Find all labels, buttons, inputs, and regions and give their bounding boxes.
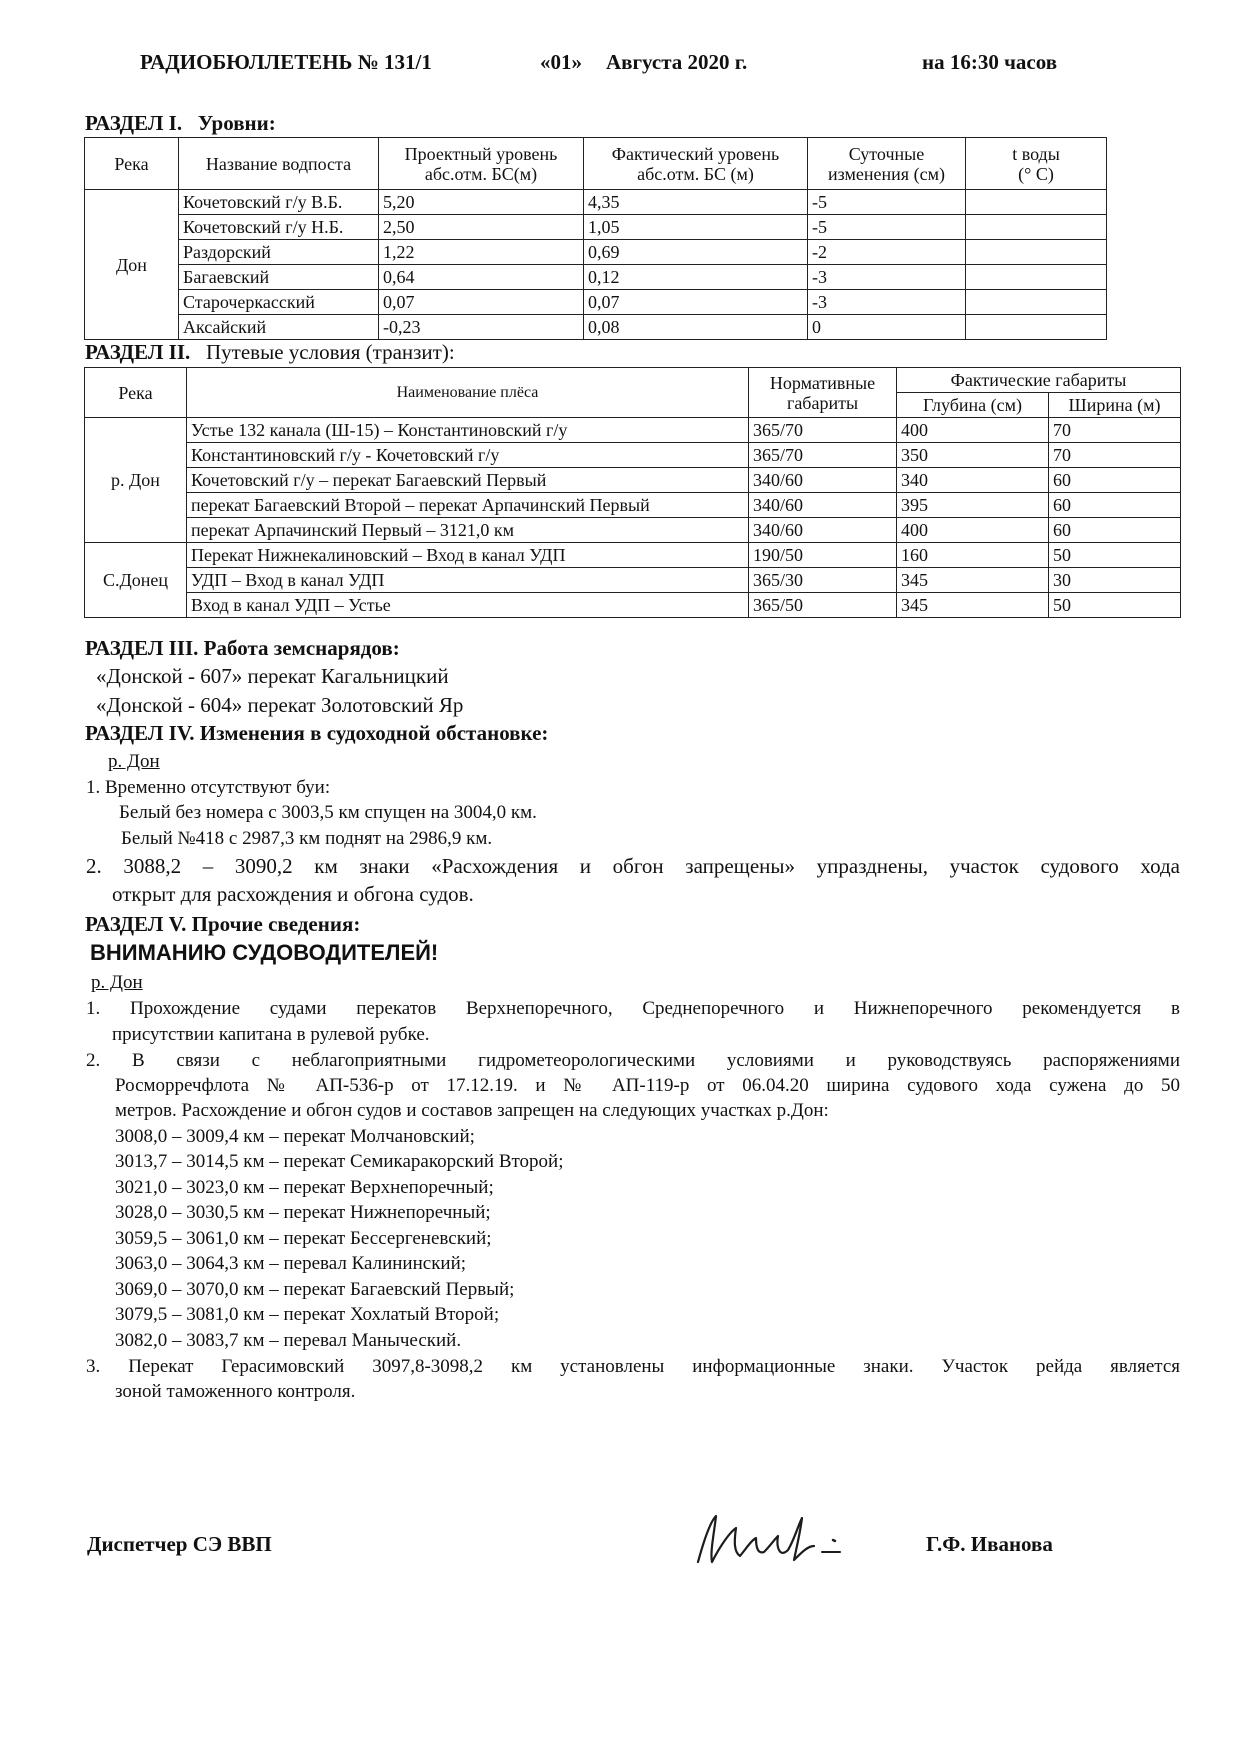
transit-name: Вход в канал УДП – Устье (187, 593, 749, 618)
bulletin-date-day: «01» (540, 50, 582, 74)
levels-fact: 4,35 (584, 190, 808, 215)
levels-change: -3 (808, 290, 966, 315)
transit-width: 60 (1049, 518, 1181, 543)
transit-width: 60 (1049, 493, 1181, 518)
section1-number: РАЗДЕЛ I. (85, 111, 183, 135)
restricted-section: 3069,0 – 3070,0 км – перекат Багаевский Первый; (115, 1279, 515, 1300)
levels-post: Раздорский (179, 240, 379, 265)
section1-title: Уровни: (197, 111, 276, 135)
transit-depth: 345 (897, 593, 1049, 618)
p3-line1: 3. Перекат Герасимовский 3097,8-3098,2 км установлены информационные знаки. Участок рейда является (86, 1356, 1180, 1377)
levels-change: 0 (808, 315, 966, 340)
levels-temp (966, 190, 1107, 215)
levels-col-temp (966, 138, 1107, 190)
dredger-item: «Донской - 604» перекат Золотовский Яр (96, 693, 464, 717)
transit-norm: 340/60 (749, 468, 897, 493)
section4-river: р. Дон (108, 751, 160, 772)
levels-col-project: Проектный уровень абс.отм. БС(м) (379, 138, 584, 190)
transit-depth: 395 (897, 493, 1049, 518)
levels-change: -5 (808, 215, 966, 240)
transit-name: перекат Багаевский Второй – перекат Арпачинский Первый (187, 493, 749, 518)
transit-river-cell: С.Донец (85, 543, 187, 618)
levels-fact: 0,07 (584, 290, 808, 315)
table-row (85, 543, 1181, 568)
section2-title: Путевые условия (транзит): (206, 340, 455, 364)
levels-fact: 0,69 (584, 240, 808, 265)
section4-item2-line2: открыт для расхождения и обгона судов. (112, 882, 474, 906)
levels-temp (966, 215, 1107, 240)
table-row (85, 568, 1181, 593)
transit-norm: 190/50 (749, 543, 897, 568)
bulletin-title: РАДИОБЮЛЛЕТЕНЬ № 131/1 (140, 50, 432, 74)
table-row (85, 265, 1107, 290)
levels-table (84, 137, 1107, 340)
levels-project: 0,64 (379, 265, 584, 290)
levels-post: Багаевский (179, 265, 379, 290)
restricted-section: 3028,0 – 3030,5 км – перекат Нижнепоречный; (115, 1202, 491, 1223)
restricted-section: 3059,5 – 3061,0 км – перекат Бессергеневский; (115, 1228, 492, 1249)
transit-width: 30 (1049, 568, 1181, 593)
transit-depth: 345 (897, 568, 1049, 593)
levels-temp (966, 315, 1107, 340)
section1-heading (85, 111, 276, 136)
section4-item1-buoy: Белый №418 с 2987,3 км поднят на 2986,9 км. (121, 828, 493, 849)
section4-item1: 1. Временно отсутствуют буи: (86, 777, 331, 798)
levels-col-temp-line2: (° С) (1018, 163, 1054, 184)
section4-item2-line1: 2. 3088,2 – 3090,2 км знаки «Расхождения и обгон запрещены» упразднены, участок судового хода (86, 854, 1180, 878)
transit-norm: 365/70 (749, 418, 897, 443)
transit-table (84, 367, 1181, 618)
dispatcher-name: Г.Ф. Иванова (926, 1532, 1053, 1556)
table-row (85, 493, 1181, 518)
p1-line2: присутствии капитана в рулевой рубке. (112, 1024, 430, 1045)
levels-col-temp-line1: t воды (1012, 143, 1060, 164)
levels-project: 5,20 (379, 190, 584, 215)
table-row (85, 315, 1107, 340)
transit-col-norm: Нормативные габариты (749, 368, 897, 418)
table-row (85, 190, 1107, 215)
levels-river-cell: Дон (85, 190, 179, 340)
levels-temp (966, 265, 1107, 290)
transit-norm: 365/50 (749, 593, 897, 618)
transit-river-cell: р. Дон (85, 418, 187, 543)
transit-norm: 365/70 (749, 443, 897, 468)
levels-change: -3 (808, 265, 966, 290)
transit-depth: 400 (897, 518, 1049, 543)
transit-norm: 340/60 (749, 493, 897, 518)
handwritten-signature (690, 1500, 860, 1580)
restricted-section: 3021,0 – 3023,0 км – перекат Верхнепоречный; (115, 1177, 494, 1198)
section4-item1-buoy: Белый без номера с 3003,5 км спущен на 3004,0 км. (119, 802, 537, 823)
levels-change: -5 (808, 190, 966, 215)
transit-norm: 365/30 (749, 568, 897, 593)
transit-depth: 340 (897, 468, 1049, 493)
table-row (85, 443, 1181, 468)
levels-col-post: Название водпоста (179, 138, 379, 190)
transit-width: 50 (1049, 543, 1181, 568)
transit-width: 70 (1049, 443, 1181, 468)
table-row (85, 518, 1181, 543)
restricted-section: 3079,5 – 3081,0 км – перекат Хохлатый Второй; (115, 1304, 500, 1325)
section2-heading (85, 340, 455, 365)
attention-heading: ВНИМАНИЮ СУДОВОДИТЕЛЕЙ! (90, 940, 439, 965)
restricted-section: 3082,0 – 3083,7 км – перевал Маныческий. (115, 1330, 462, 1351)
transit-name: Устье 132 канала (Ш-15) – Константиновский г/у (187, 418, 749, 443)
levels-temp (966, 290, 1107, 315)
bulletin-time: на 16:30 часов (922, 50, 1058, 74)
bulletin-date: Августа 2020 г. (606, 50, 748, 74)
restricted-section: 3013,7 – 3014,5 км – перекат Семикаракорский Второй; (115, 1151, 564, 1172)
transit-width: 60 (1049, 468, 1181, 493)
transit-name: перекат Арпачинский Первый – 3121,0 км (187, 518, 749, 543)
table-row (85, 593, 1181, 618)
p2-line3: метров. Расхождение и обгон судов и составов запрещен на следующих участках р.Дон: (115, 1100, 829, 1121)
section5-heading: РАЗДЕЛ V. Прочие сведения: (85, 912, 361, 936)
restricted-section: 3008,0 – 3009,4 км – перекат Молчановский; (115, 1126, 475, 1147)
p1-line1: 1. Прохождение судами перекатов Верхнепоречного, Среднепоречного и Нижнепоречного рекомендуется в (86, 998, 1180, 1019)
transit-name: Кочетовский г/у – перекат Багаевский Первый (187, 468, 749, 493)
levels-fact: 1,05 (584, 215, 808, 240)
p2-line1: 2. В связи с неблагоприятными гидрометеорологическими условиями и руководствуясь распоряжениями (86, 1050, 1180, 1071)
levels-post: Старочеркасский (179, 290, 379, 315)
transit-col-depth: Глубина (см) (897, 393, 1049, 418)
dispatcher-position: Диспетчер СЭ ВВП (87, 1532, 272, 1556)
transit-col-name: Наименование плёса (187, 368, 749, 418)
transit-width: 70 (1049, 418, 1181, 443)
p2-line2: Росморречфлота № АП-536-р от 17.12.19. и № АП-119-р от 06.04.20 ширина судового хода сужена до 50 (115, 1075, 1180, 1096)
transit-col-river: Река (85, 368, 187, 418)
levels-col-change: Суточные изменения (см) (808, 138, 966, 190)
transit-depth: 160 (897, 543, 1049, 568)
section3-heading: РАЗДЕЛ III. Работа земснарядов: (85, 636, 400, 660)
levels-col-fact: Фактический уровень абс.отм. БС (м) (584, 138, 808, 190)
transit-col-width: Ширина (м) (1049, 393, 1181, 418)
transit-name: Константиновский г/у - Кочетовский г/у (187, 443, 749, 468)
levels-project: 1,22 (379, 240, 584, 265)
dredger-item: «Донской - 607» перекат Кагальницкий (96, 664, 449, 688)
levels-fact: 0,08 (584, 315, 808, 340)
table-row (85, 418, 1181, 443)
section4-heading: РАЗДЕЛ IV. Изменения в судоходной обстановке: (85, 721, 549, 745)
table-row (85, 290, 1107, 315)
transit-name: Перекат Нижнекалиновский – Вход в канал УДП (187, 543, 749, 568)
transit-depth: 400 (897, 418, 1049, 443)
transit-depth: 350 (897, 443, 1049, 468)
levels-col-river: Река (85, 138, 179, 190)
transit-name: УДП – Вход в канал УДП (187, 568, 749, 593)
table-row (85, 240, 1107, 265)
section2-number: РАЗДЕЛ II. (85, 340, 191, 364)
transit-col-fact: Фактические габариты (897, 368, 1181, 393)
restricted-section: 3063,0 – 3064,3 км – перевал Калининский; (115, 1253, 467, 1274)
levels-temp (966, 240, 1107, 265)
levels-project: 2,50 (379, 215, 584, 240)
levels-project: -0,23 (379, 315, 584, 340)
table-row (85, 468, 1181, 493)
levels-post: Кочетовский г/у Н.Б. (179, 215, 379, 240)
transit-norm: 340/60 (749, 518, 897, 543)
levels-post: Аксайский (179, 315, 379, 340)
levels-post: Кочетовский г/у В.Б. (179, 190, 379, 215)
section5-river: р. Дон (91, 972, 143, 993)
levels-change: -2 (808, 240, 966, 265)
table-row (85, 215, 1107, 240)
levels-project: 0,07 (379, 290, 584, 315)
levels-fact: 0,12 (584, 265, 808, 290)
p3-line2: зоной таможенного контроля. (115, 1381, 356, 1402)
transit-width: 50 (1049, 593, 1181, 618)
